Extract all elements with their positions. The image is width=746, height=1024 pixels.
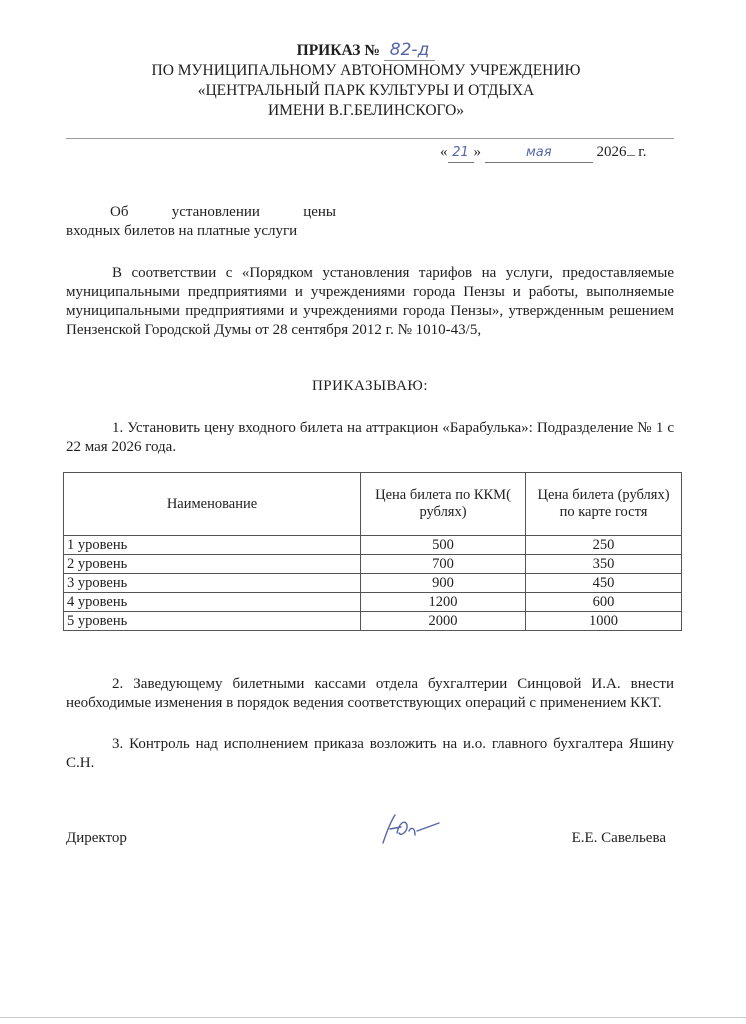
document-header (60, 40, 672, 121)
cell-kkm: 900 (361, 574, 526, 593)
cell-name: 4 уровень (64, 593, 361, 612)
order-number: 82-д (384, 40, 436, 61)
subject-word-3: цены (303, 204, 336, 220)
subject-word-2: установлении (171, 204, 260, 220)
cell-name: 2 уровень (64, 555, 361, 574)
order-label: ПРИКАЗ № (296, 42, 380, 59)
header-line-3: ИМЕНИ В.Г.БЕЛИНСКОГО» (267, 102, 465, 119)
order-title (60, 40, 672, 61)
signer-name: Е.Е. Савельева (571, 830, 666, 846)
cell-kkm: 500 (361, 536, 526, 555)
cell-card: 1000 (526, 612, 682, 631)
cell-kkm: 1200 (361, 593, 526, 612)
cell-card: 250 (526, 536, 682, 555)
cell-kkm: 700 (361, 555, 526, 574)
order-subject (66, 203, 336, 241)
cell-name: 5 уровень (64, 612, 361, 631)
subject-word-1: Об (110, 204, 129, 220)
item-2-paragraph: 2. Заведующему билетными кассами отдела бухгалтерии Синцовой И.А. внести необходимые изменения в порядок ведения соответствующих операций с применением ККТ. (66, 676, 674, 711)
table-row (64, 574, 682, 593)
handwritten-signature-icon (371, 809, 441, 849)
date-month: мая (485, 143, 593, 163)
header-line-1: ПО МУНИЦИПАЛЬНОМУ АВТОНОМНОМУ УЧРЕЖДЕНИЮ (151, 62, 581, 79)
cell-name: 3 уровень (64, 574, 361, 593)
order-date (440, 143, 674, 163)
date-close-quote: » (473, 144, 481, 160)
cell-card: 350 (526, 555, 682, 574)
date-year: 2026 (596, 144, 627, 160)
column-header-name: Наименование (64, 473, 361, 536)
date-open-quote: « (440, 144, 448, 160)
scan-edge-line (0, 1017, 746, 1018)
cell-card: 600 (526, 593, 682, 612)
cell-name: 1 уровень (64, 536, 361, 555)
item-3-paragraph: 3. Контроль над исполнением приказа возложить на и.о. главного бухгалтера Яшину С.Н. (66, 736, 674, 771)
table-row (64, 555, 682, 574)
column-header-card: Цена билета (рублях) по карте гостя (526, 473, 682, 536)
table-row (64, 536, 682, 555)
signature-block (66, 829, 666, 849)
header-divider (66, 138, 674, 139)
column-header-kkm: Цена билета по ККМ( рублях) (361, 473, 526, 536)
cell-kkm: 2000 (361, 612, 526, 631)
date-day: 21 (448, 143, 474, 163)
preamble-paragraph: В соответствии с «Порядком установления тарифов на услуги, предоставляемые муниципальными предприятиями и учреждениями города Пензы и работы, выполняемые муниципальными предприятиями и учреждениями города Пензы», утвержденным решением Пензенской Городской Думы от 28 сентября 2012 г. № 1010-43/5, (66, 265, 674, 338)
price-table-header-row (64, 473, 682, 536)
cell-card: 450 (526, 574, 682, 593)
price-table (63, 472, 682, 631)
signer-title: Директор (66, 830, 127, 846)
table-row (64, 612, 682, 631)
order-word: ПРИКАЗЫВАЮ: (311, 378, 429, 394)
date-suffix: г. (638, 144, 647, 160)
subject-line-2: входных билетов на платные услуги (66, 223, 298, 239)
header-line-2: «ЦЕНТРАЛЬНЫЙ ПАРК КУЛЬТУРЫ И ОТДЫХА (197, 82, 535, 99)
table-row (64, 593, 682, 612)
item-1-paragraph: 1. Установить цену входного билета на аттракцион «Барабулька»: Подразделение № 1 с 22 мая 2026 года. (66, 420, 674, 455)
